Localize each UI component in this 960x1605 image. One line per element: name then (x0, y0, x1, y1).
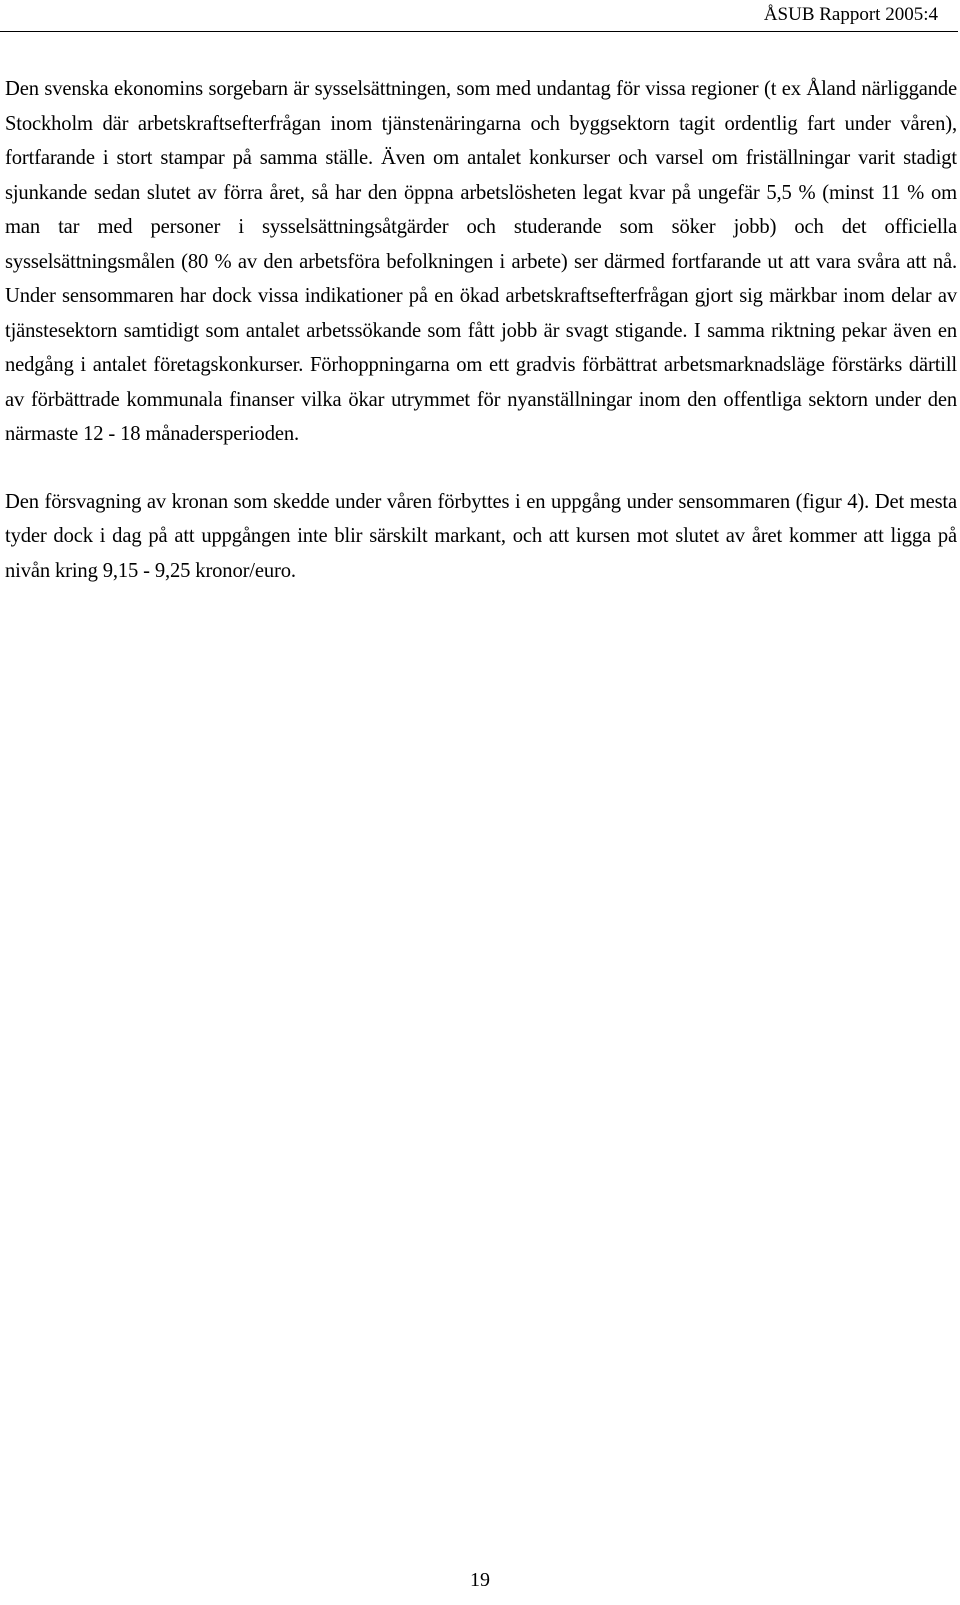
report-title: ÅSUB Rapport 2005:4 (763, 4, 938, 25)
page-number: 19 (470, 1569, 490, 1591)
paragraph-currency: Den försvagning av kronan som skedde under våren förbyttes i en uppgång under sensommaren (figur 4). Det mesta tyder dock i dag på att uppgången inte blir särskilt markant, och att kursen mot slutet av året kommer att ligga på nivån kring 9,15 - 9,25 kronor/euro. (5, 490, 957, 582)
header-rule (0, 31, 958, 32)
running-header (764, 4, 938, 26)
body-text (5, 72, 957, 588)
paragraph-employment: Den svenska ekonomins sorgebarn är sysselsättningen, som med undantag för vissa regioner (t ex Åland närliggande Stockholm där arbetskraftsefterfrågan inom tjänstenäringarna och byggsektorn tagit ordentlig fart under våren), fortfarande i stort stampar på samma ställe. Även om antalet konkurser och varsel om friställningar varit stadigt sjunkande sedan slutet av förra året, så har den öppna arbetslösheten legat kvar på ungefär 5,5 % (minst 11 % om man tar med personer i sysselsättningsåtgärder och studerande som söker jobb) och det officiella sysselsättningsmålen (80 % av den arbetsföra befolkningen i arbete) ser därmed fortfarande ut att vara svåra att nå. Under sensommaren har dock vissa indikationer på en ökad arbetskraftsefterfrågan gjort sig märkbar inom delar av tjänstesektorn samtidigt som antalet arbetssökande som fått jobb är svagt stigande. I samma riktning pekar även en nedgång i antalet företagskonkurser. Förhoppningarna om ett gradvis förbättrat arbetsmarknadsläge förstärks därtill av förbättrade kommunala finanser vilka ökar utrymmet för nyanställningar inom den offentliga sektorn under den närmaste 12 - 18 månadersperioden. (5, 78, 957, 445)
